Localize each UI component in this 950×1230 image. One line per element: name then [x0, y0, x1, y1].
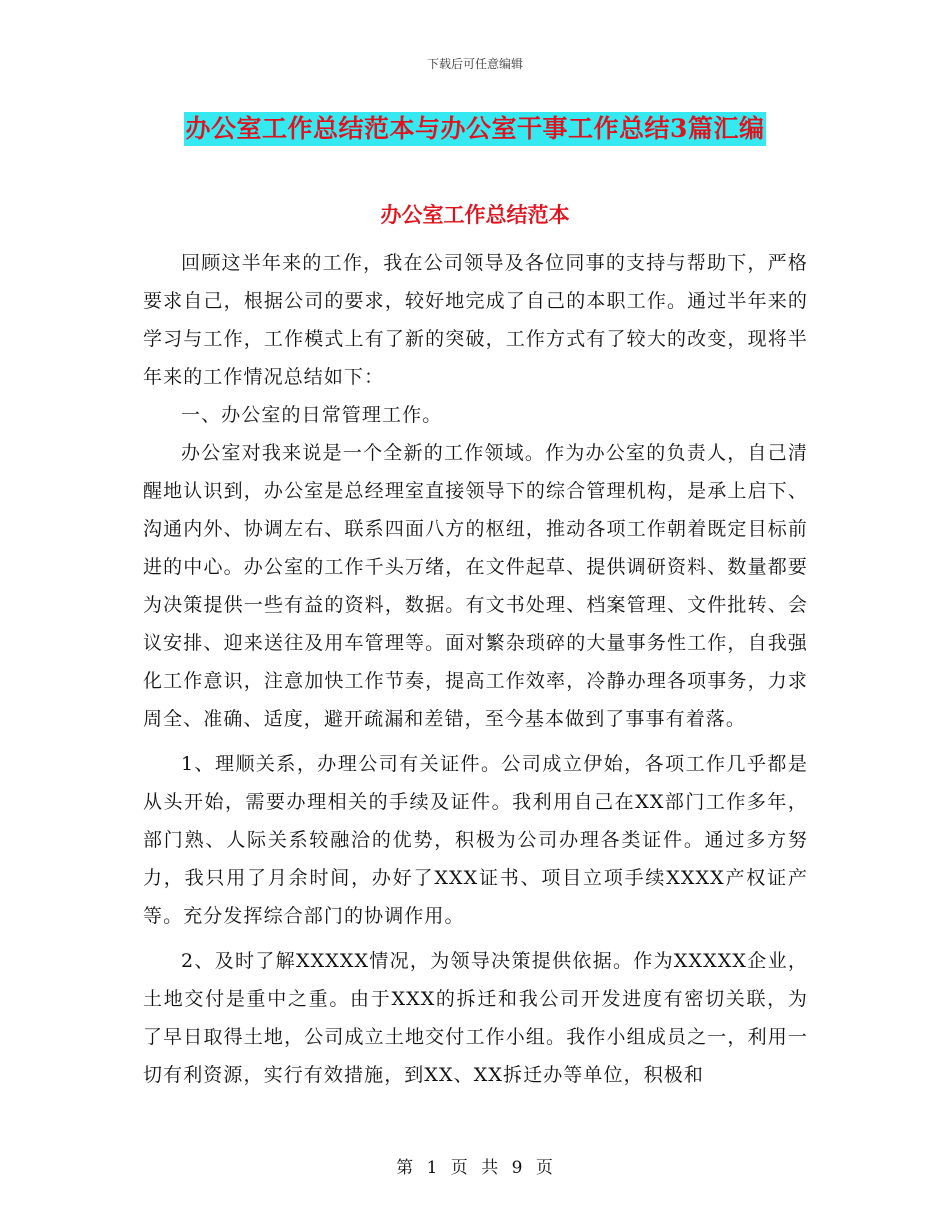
paragraph-item-1: 1、理顺关系，办理公司有关证件。公司成立伊始，各项工作几乎都是从头开始，需要办理相关的手续及证件。我利用自己在XX部门工作多年，部门熟、人际关系较融洽的优势，积极为公司办理各类证件。通过多方努力，我只用了月余时间，办好了XXX证书、项目立项手续XXXX产权证产等。充分发挥综合部门的协调作用。 — [143, 753, 808, 927]
section-title: 办公室工作总结范本 — [380, 202, 570, 227]
page-number-footer: 第 1 页 共 9 页 — [396, 1158, 554, 1178]
header-note: 下载后可任意编辑 — [426, 57, 523, 71]
paragraph-office-role: 办公室对我来说是一个全新的工作领域。作为办公室的负责人，自己清醒地认识到，办公室是总经理室直接领导下的综合管理机构，是承上启下、沟通内外、协调左右、联系四面八方的枢纽，推动各项工作朝着既定目标前进的中心。办公室的工作千头万绪，在文件起草、提供调研资料、数量都要为决策提供一些有益的资料，数据。有文书处理、档案管理、文件批转、会议安排、迎来送往及用车管理等。面对繁杂琐碎的大量事务性工作，自我强化工作意识，注意加快工作节奏，提高工作效率，冷静办理各项事务，力求周全、准确、适度，避开疏漏和差错，至今基本做到了事事有着落。 — [143, 442, 808, 730]
document-title-container — [0, 112, 950, 146]
document-title: 办公室工作总结范本与办公室干事工作总结3篇汇编 — [184, 112, 767, 146]
paragraph-item-2: 2、及时了解XXXXX情况，为领导决策提供依据。作为XXXXX企业，土地交付是重中之重。由于XXX的拆迁和我公司开发进度有密切关联，为了早日取得土地，公司成立土地交付工作小组。我作小组成员之一，利用一切有利资源，实行有效措施，到XX、XX拆迁办等单位，积极和 — [143, 950, 808, 1086]
paragraph-intro: 回顾这半年来的工作，我在公司领导及各位同事的支持与帮助下，严格要求自己，根据公司的要求，较好地完成了自己的本职工作。通过半年来的学习与工作，工作模式上有了新的突破，工作方式有了较大的改变，现将半年来的工作情况总结如下： — [143, 252, 808, 388]
body-text — [143, 244, 808, 1094]
paragraph-heading-1: 一、办公室的日常管理工作。 — [181, 404, 443, 426]
